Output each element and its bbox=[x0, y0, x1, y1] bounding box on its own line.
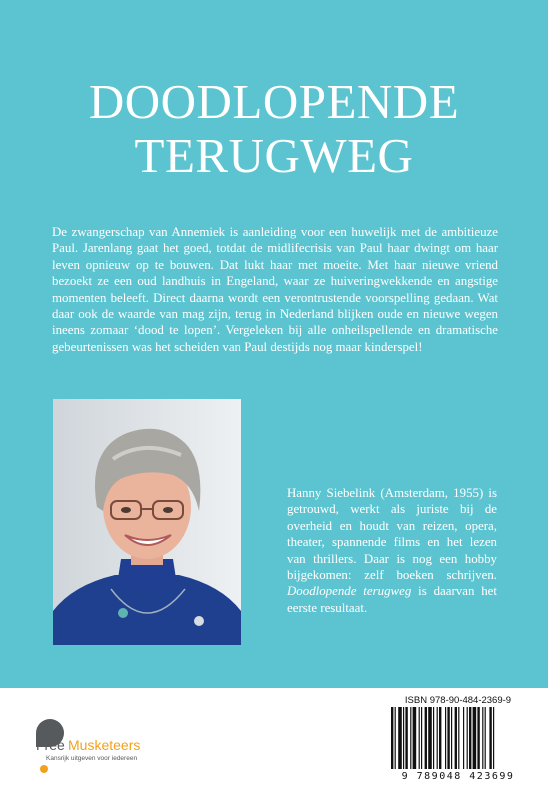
author-bio-text: Hanny Siebelink (Amsterdam, 1955) is getrouwd, werkt als juriste bij de overheid en houdt van reizen, opera, theater, spannende films en het lezen van thrillers. Daar is nog een hobby bijgekomen: zelf boeken schrijven. bbox=[287, 486, 497, 583]
publisher-tagline: Kansrijk uitgeven voor iedereen bbox=[46, 755, 138, 762]
author-bio bbox=[287, 485, 497, 616]
orange-dot-icon bbox=[40, 765, 48, 773]
author-portrait-illustration bbox=[53, 399, 241, 645]
publisher-name-free: Free bbox=[36, 737, 65, 753]
isbn-label: ISBN 978-90-484-2369-9 bbox=[404, 695, 512, 706]
barcode-image bbox=[391, 707, 525, 769]
author-bio-book-title: Doodlopende terugweg bbox=[287, 584, 412, 599]
book-blurb: De zwangerschap van Annemiek is aanleiding voor een huwelijk met de ambitieuze Paul. Jarenlang gaat het goed, totdat de midlifecrisis van Paul haar dwingt om haar leven opnieuw op te bouwen. Dat lukt haar met moeite. Met haar nieuwe vriend bezoekt ze een oud landhuis in Engeland, waar ze huiveringwekkende en angstige momenten beleeft. Direct daarna wordt een verontrustende voorspelling gedaan. Wat daar ook de waarde van mag zijn, terug in Nederland blijken oude en nieuwe wegen ineens zomaar ‘dood te lopen’. Vergeleken bij alle onheilspellende en dramatische gebeurtenissen was het scheiden van Paul destijds nog maar kinderspel! bbox=[52, 225, 498, 354]
publisher-logo bbox=[30, 715, 190, 775]
barcode-block bbox=[388, 695, 528, 787]
title-line-1: DOODLOPENDE bbox=[88, 74, 460, 129]
barcode-digits: 9 789048 423699 bbox=[401, 771, 515, 782]
publisher-name-musketeers: Musketeers bbox=[68, 737, 141, 753]
author-photo bbox=[53, 399, 241, 645]
title-line-2: TERUGWEG bbox=[134, 128, 414, 183]
author-bio-text-end: is daarvan het eerste resultaat. bbox=[287, 584, 497, 615]
book-title bbox=[0, 75, 548, 183]
